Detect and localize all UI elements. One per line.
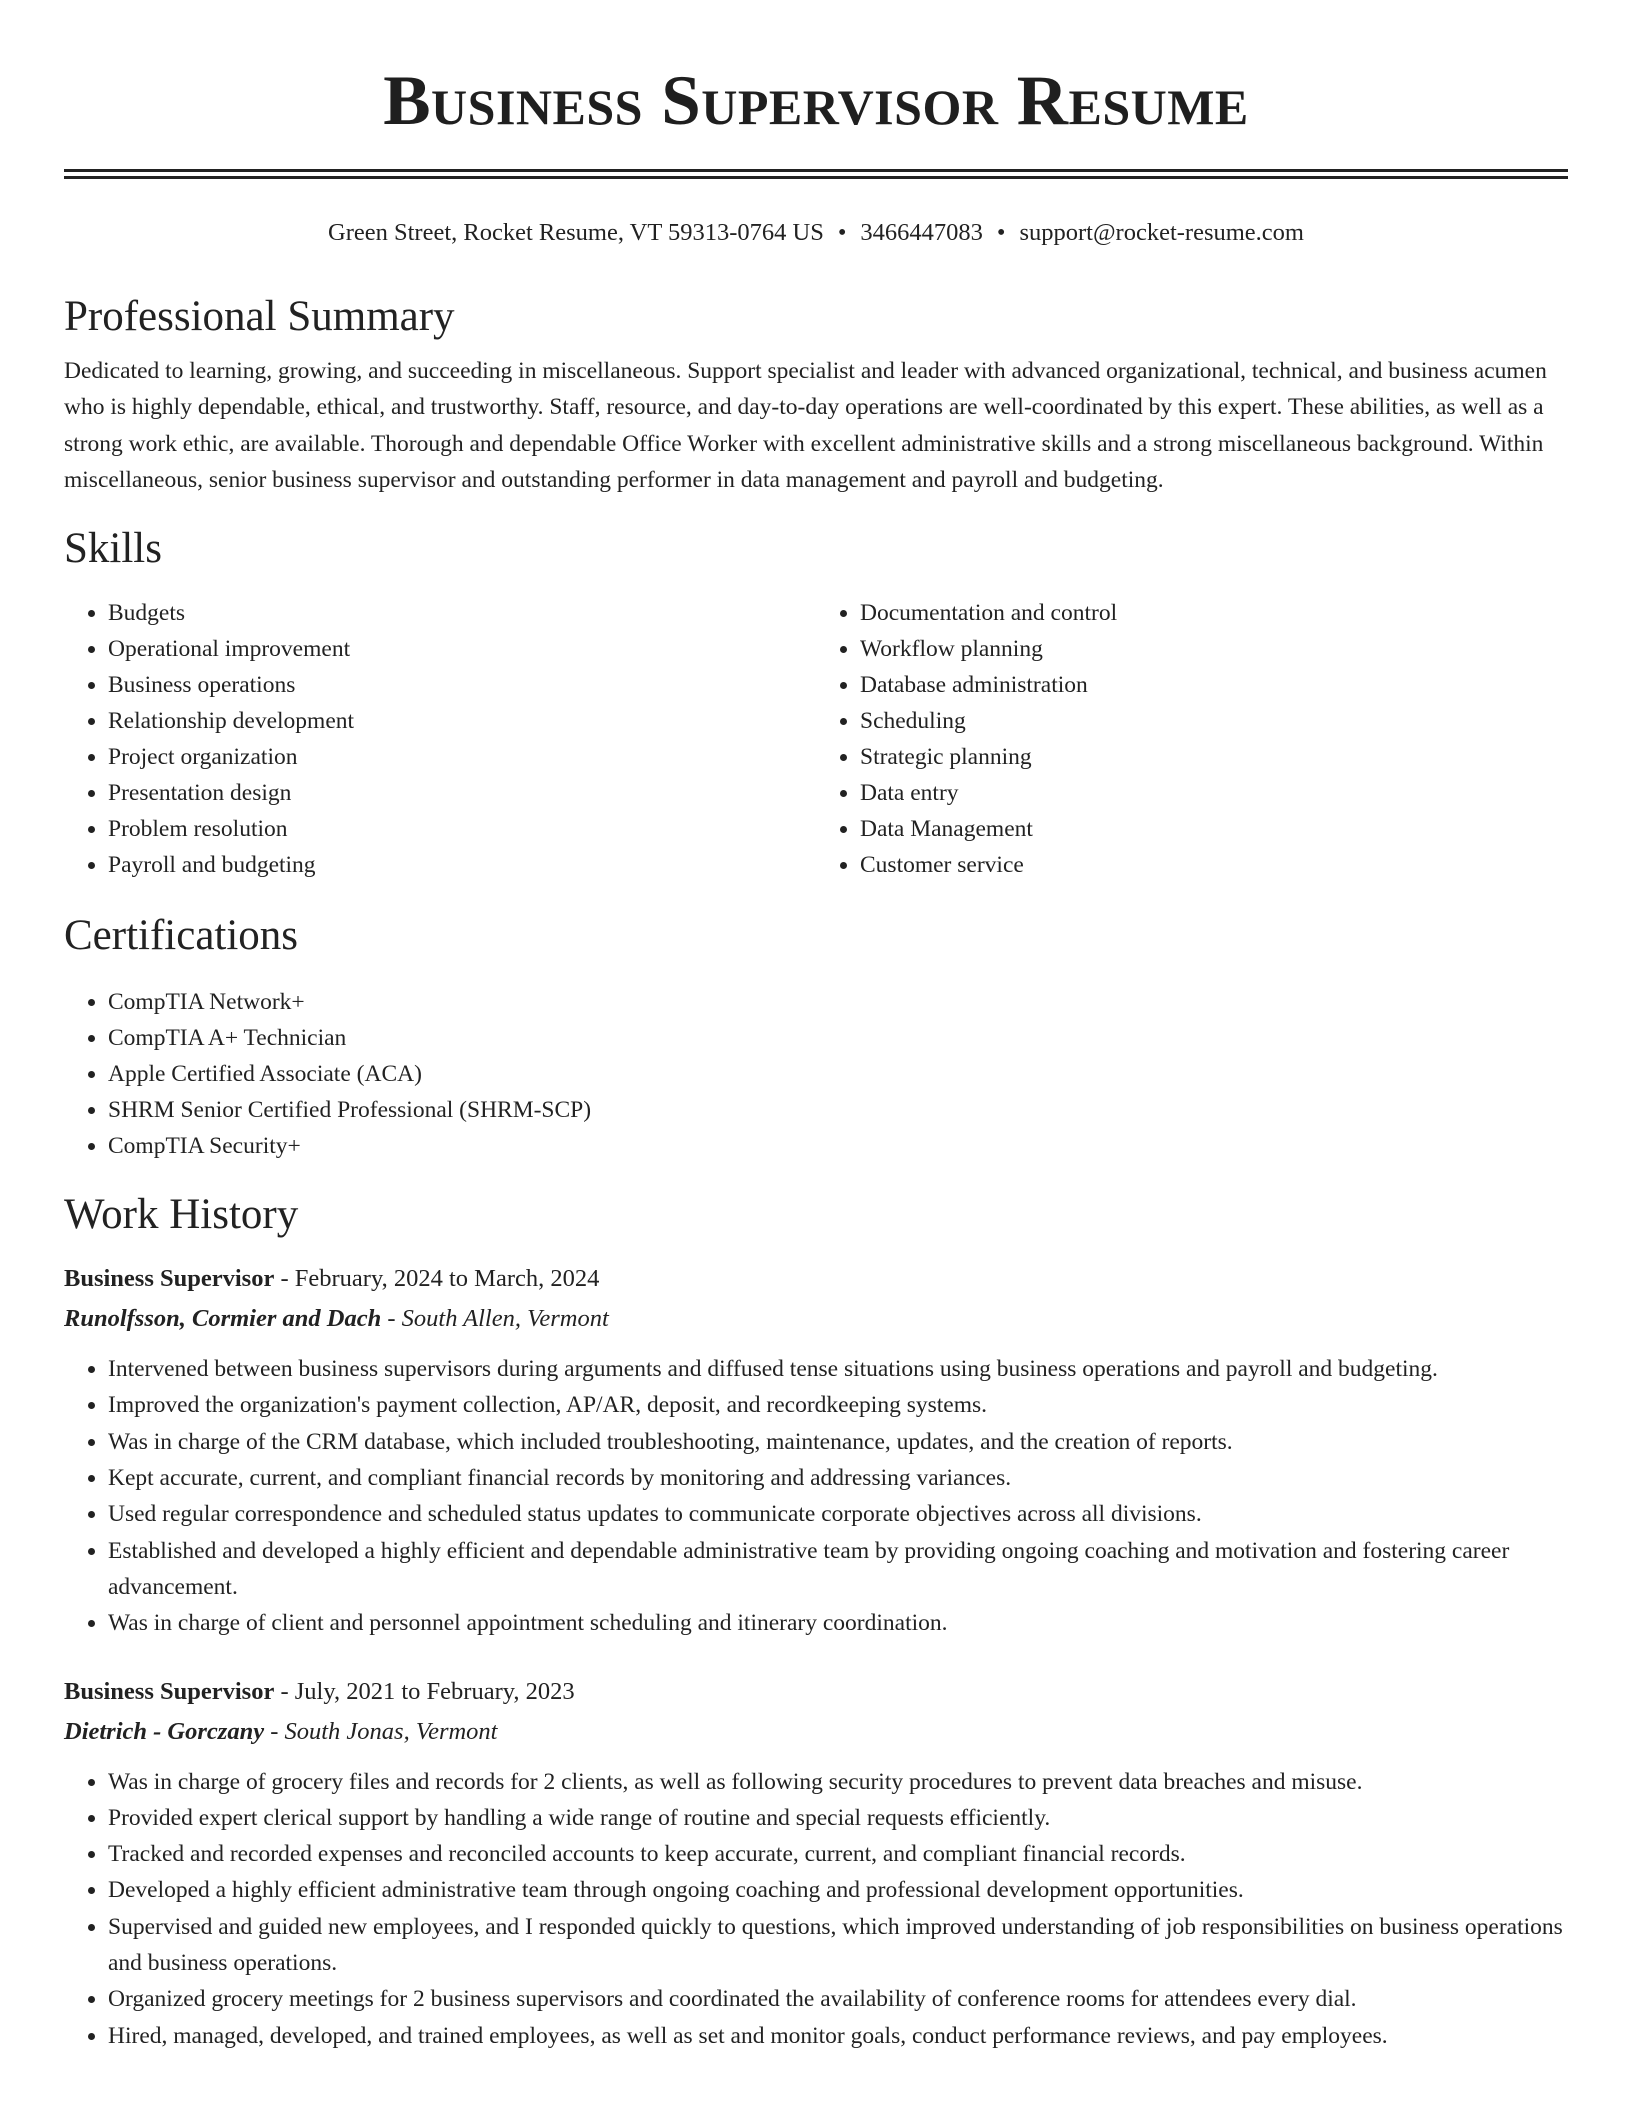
- job-bullet: • Intervened between business supervisors during arguments and diffused tense situations using business operations and payroll and budgeting.: [108, 1351, 1568, 1387]
- job-bullet: • Hired, managed, developed, and trained employees, as well as set and monitor goals, conduct performance reviews, and pay employees.: [108, 2018, 1568, 2054]
- skill-item: • Database administration: [860, 667, 1568, 703]
- skill-item: • Data Management: [860, 811, 1568, 847]
- job-title-line: [64, 1672, 1568, 1712]
- job-bullet: • Developed a highly efficient administrative team through ongoing coaching and professional development opportunities.: [108, 1872, 1568, 1908]
- job-bullet: • Was in charge of the CRM database, which included troubleshooting, maintenance, updates, and the creation of reports.: [108, 1424, 1568, 1460]
- job-bullet: • Kept accurate, current, and compliant financial records by monitoring and addressing variances.: [108, 1460, 1568, 1496]
- resume-title: Business Supervisor Resume: [383, 62, 1249, 140]
- job-bullet: • Was in charge of grocery files and records for 2 clients, as well as following security procedures to prevent data breaches and misuse.: [108, 1764, 1568, 1800]
- job-bullet: • Used regular correspondence and scheduled status updates to communicate corporate objectives across all divisions.: [108, 1496, 1568, 1532]
- skill-item: • Budgets: [108, 595, 816, 631]
- contact-address: Green Street, Rocket Resume, VT 59313-0764 US: [328, 219, 824, 246]
- skill-item: • Workflow planning: [860, 631, 1568, 667]
- job-bullet: • Organized grocery meetings for 2 business supervisors and coordinated the availability of conference rooms for attendees every dial.: [108, 1981, 1568, 2017]
- contact-separator: •: [837, 219, 847, 246]
- skill-item: • Presentation design: [108, 775, 816, 811]
- skills-heading: Skills: [64, 525, 162, 573]
- work-history-heading: Work History: [64, 1191, 299, 1239]
- skill-item: • Operational improvement: [108, 631, 816, 667]
- certification-item: • CompTIA Security+: [108, 1128, 1568, 1164]
- skill-item: • Customer service: [860, 847, 1568, 883]
- certification-item: • CompTIA A+ Technician: [108, 1020, 1568, 1056]
- skill-item: • Payroll and budgeting: [108, 847, 816, 883]
- job-company: Dietrich - Gorczany: [64, 1717, 265, 1745]
- skill-item: • Problem resolution: [108, 811, 816, 847]
- job-bullet: • Established and developed a highly efficient and dependable administrative team by providing ongoing coaching and motivation and fostering career advancement.: [108, 1533, 1568, 1606]
- skill-item: • Data entry: [860, 775, 1568, 811]
- job-bullet: • Improved the organization's payment collection, AP/AR, deposit, and recordkeeping systems.: [108, 1387, 1568, 1423]
- skill-item: • Documentation and control: [860, 595, 1568, 631]
- job-role: Business Supervisor: [64, 1265, 275, 1293]
- contact-line: [64, 217, 1568, 249]
- summary-heading: Professional Summary: [64, 293, 455, 340]
- job-bullet: • Provided expert clerical support by handling a wide range of routine and special requests efficiently.: [108, 1800, 1568, 1836]
- skill-item: • Business operations: [108, 667, 816, 703]
- certifications-list: [64, 984, 1568, 1164]
- contact-email: support@rocket-resume.com: [1019, 219, 1304, 246]
- certifications-heading: Certifications: [64, 912, 299, 960]
- certification-item: • CompTIA Network+: [108, 984, 1568, 1020]
- skills-list-left: [64, 595, 816, 883]
- job-bullets: [64, 1764, 1568, 2054]
- skill-item: • Scheduling: [860, 703, 1568, 739]
- job-bullet: • Was in charge of client and personnel appointment scheduling and itinerary coordination.: [108, 1605, 1568, 1641]
- skill-item: • Relationship development: [108, 703, 816, 739]
- skill-item: • Project organization: [108, 739, 816, 775]
- job-title-line: [64, 1259, 1568, 1299]
- contact-separator: •: [996, 219, 1006, 246]
- job-company-line: [64, 1299, 1568, 1339]
- job-location: - South Allen, Vermont: [381, 1305, 609, 1333]
- job-bullets: [64, 1351, 1568, 1641]
- skills-columns: [64, 595, 1568, 883]
- contact-phone: 3466447083: [860, 219, 983, 246]
- job-dates: - February, 2024 to March, 2024: [274, 1265, 600, 1293]
- job-role: Business Supervisor: [64, 1677, 275, 1705]
- skills-list-right: [816, 595, 1568, 883]
- job-bullet: • Supervised and guided new employees, and I responded quickly to questions, which improved understanding of job responsibilities on business operations and business operations.: [108, 1909, 1568, 1982]
- job-location: - South Jonas, Vermont: [264, 1717, 498, 1745]
- skill-item: • Strategic planning: [860, 739, 1568, 775]
- certification-item: • SHRM Senior Certified Professional (SHRM-SCP): [108, 1092, 1568, 1128]
- summary-text: Dedicated to learning, growing, and succeeding in miscellaneous. Support specialist and leader with advanced organizational, technical, and business acumen who is highly dependable, ethical, and trustworthy. Staff, resource, and day-to-day operations are well-coordinated by this expert. These abilities, as well as a strong work ethic, are available. Thorough and dependable Office Worker with excellent administrative skills and a strong miscellaneous background. Within miscellaneous, senior business supervisor and outstanding performer in data management and payroll and budgeting.: [64, 358, 1547, 493]
- certification-item: • Apple Certified Associate (ACA): [108, 1056, 1568, 1092]
- title-double-rule: [64, 169, 1568, 179]
- job-bullet: • Tracked and recorded expenses and reconciled accounts to keep accurate, current, and compliant financial records.: [108, 1836, 1568, 1872]
- job-dates: - July, 2021 to February, 2023: [274, 1677, 575, 1705]
- job-company: Runolfsson, Cormier and Dach: [64, 1305, 382, 1333]
- job-company-line: [64, 1712, 1568, 1752]
